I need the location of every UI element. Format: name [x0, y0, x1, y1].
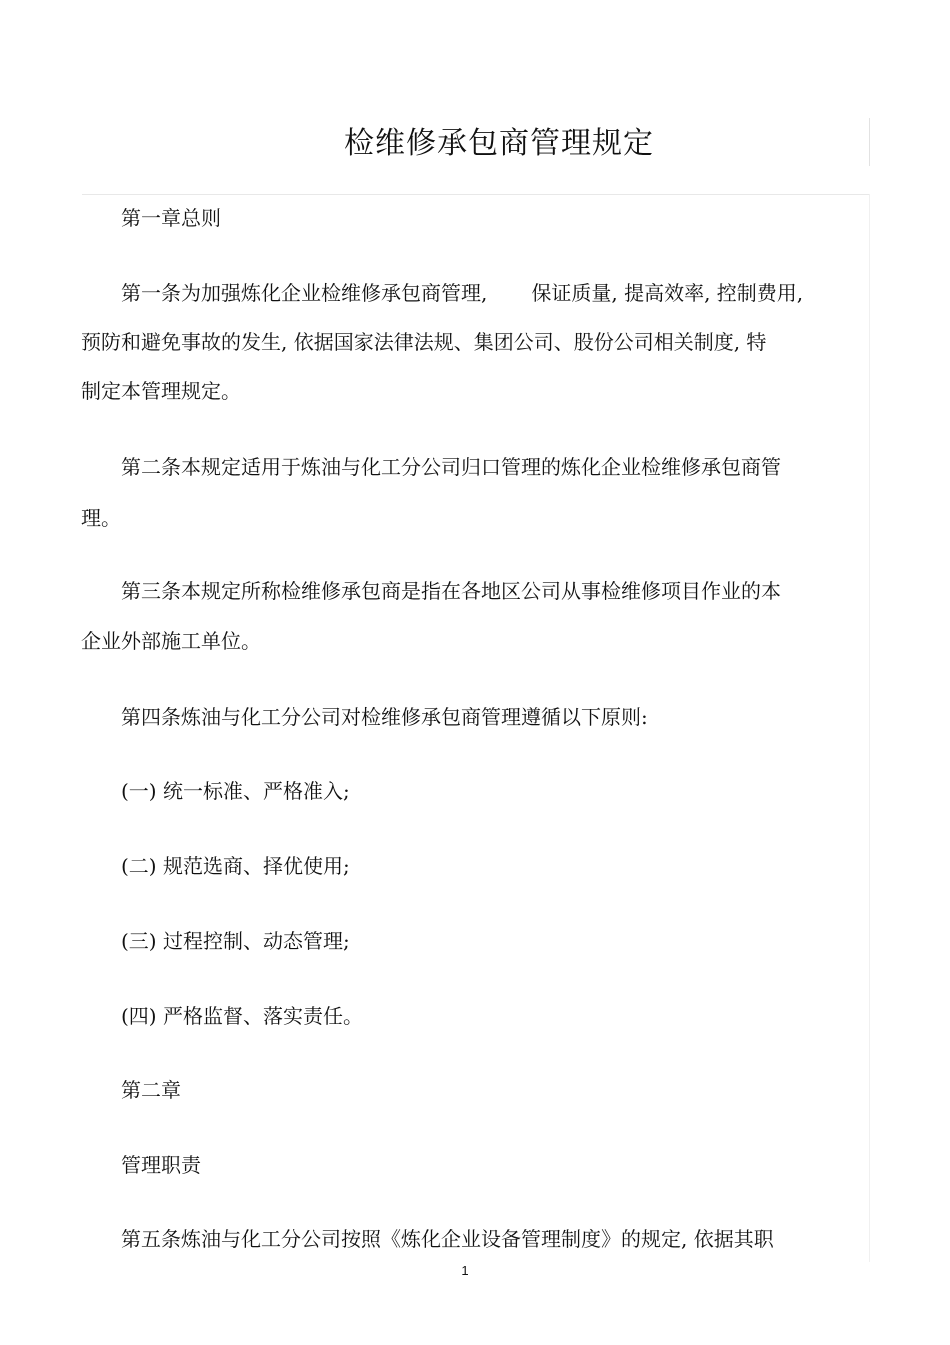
- article-5-line-1: 第五条炼油与化工分公司按照《炼化企业设备管理制度》的规定, 依据其职: [121, 1227, 774, 1251]
- article-4-line-1: 第四条炼油与化工分公司对检维修承包商管理遵循以下原则:: [121, 705, 648, 729]
- principle-item-1: (一) 统一标准、严格准入;: [121, 779, 350, 803]
- article-3-line-2: 企业外部施工单位。: [81, 629, 261, 653]
- article-3-line-1: 第三条本规定所称检维修承包商是指在各地区公司从事检维修项目作业的本: [121, 579, 781, 603]
- header-divider: [82, 194, 870, 195]
- margin-line: [869, 194, 870, 1262]
- article-1-line-2: 预防和避免事故的发生, 依据国家法律法规、集团公司、股份公司相关制度, 特: [81, 330, 767, 354]
- chapter-2-subheading: 管理职责: [121, 1153, 201, 1177]
- document-title: 检维修承包商管理规定: [344, 126, 654, 161]
- chapter-2-heading: 第二章: [121, 1078, 181, 1102]
- principle-item-2: (二) 规范选商、择优使用;: [121, 854, 350, 878]
- chapter-1-heading: 第一章总则: [121, 206, 221, 230]
- article-2-line-1: 第二条本规定适用于炼油与化工分公司归口管理的炼化企业检维修承包商管: [121, 455, 781, 479]
- page-number: 1: [461, 1263, 469, 1278]
- header-divider-vertical: [869, 118, 870, 166]
- principle-item-3: (三) 过程控制、动态管理;: [121, 929, 350, 953]
- article-1-line-3: 制定本管理规定。: [81, 379, 241, 403]
- principle-item-4: (四) 严格监督、落实责任。: [121, 1004, 363, 1028]
- article-2-line-2: 理。: [81, 506, 121, 530]
- article-1-line-1: [121, 278, 803, 308]
- article-1-line-1-part-b: 保证质量, 提高效率, 控制费用,: [531, 281, 804, 305]
- article-1-line-1-part-a: 第一条为加强炼化企业检维修承包商管理,: [121, 281, 488, 305]
